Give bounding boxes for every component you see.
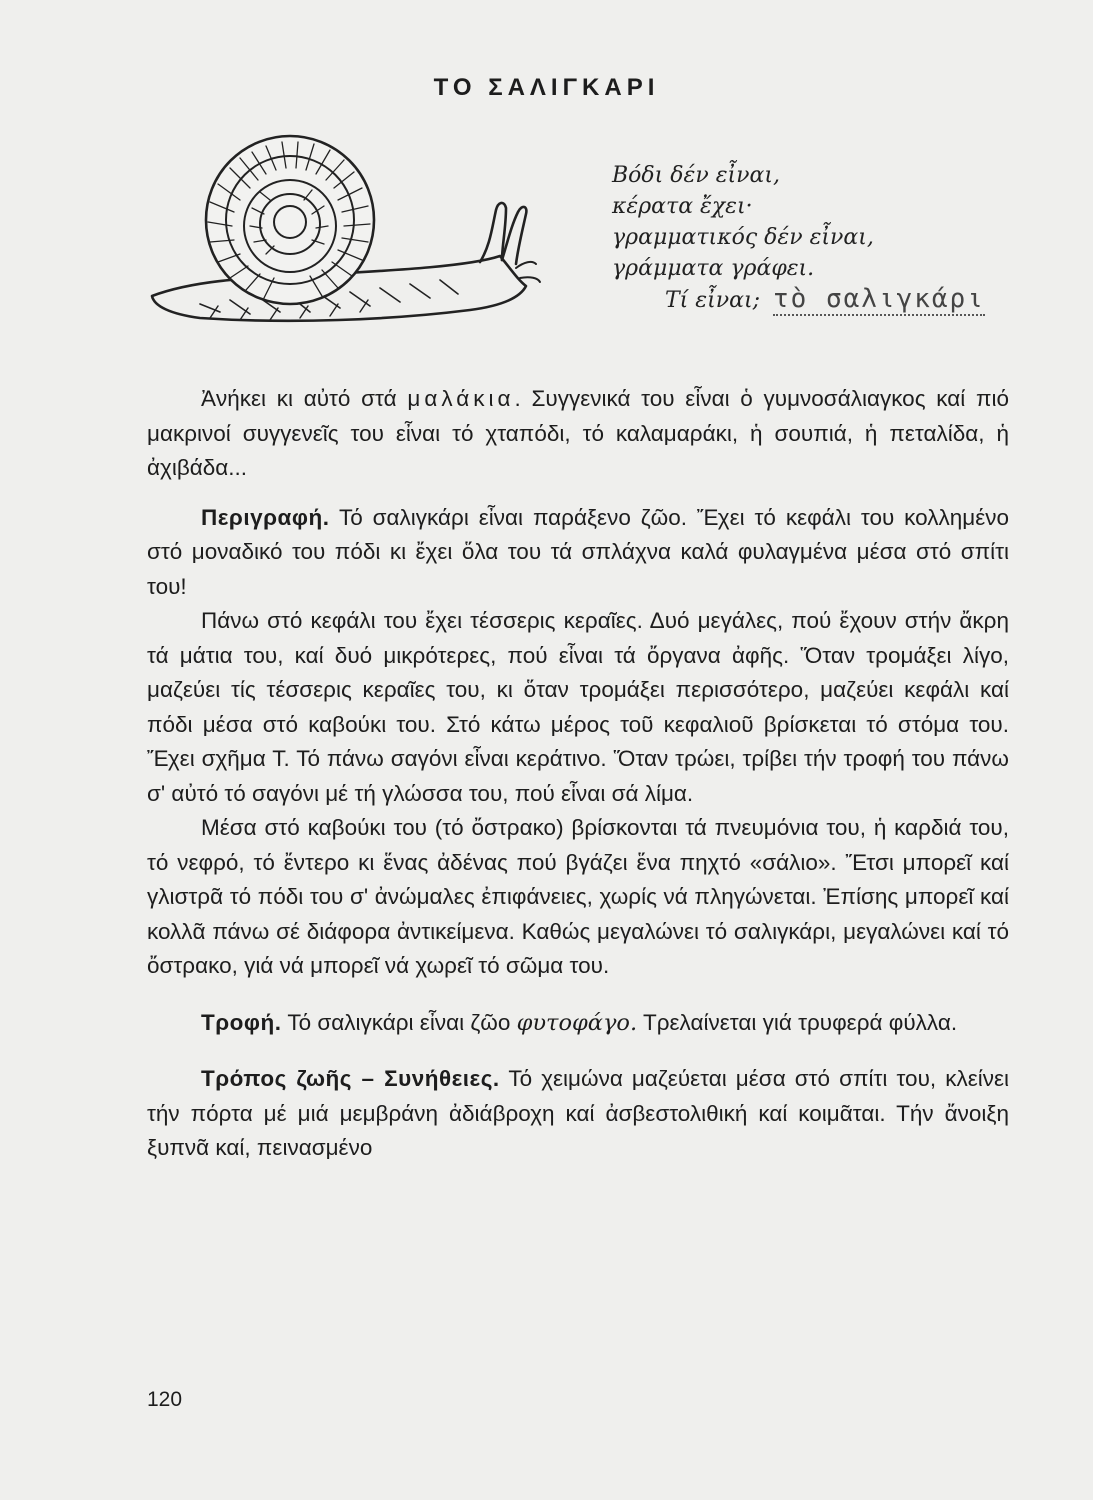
spaced-term: μαλάκια — [407, 386, 515, 411]
paragraph-text: Τρελαίνεται γιά τρυφερά φύλλα. — [637, 1009, 958, 1035]
body-text — [147, 382, 1009, 1166]
riddle-line: Βόδι δέν εἶναι, — [612, 163, 780, 188]
handwritten-answer: τὸ σαλιγκάρι — [773, 284, 985, 314]
paragraph-antennae: Πάνω στό κεφάλι του ἔχει τέσσερις κεραῖες. Δυό μεγάλες, πού ἔχουν στήν ἄκρη τά μάτια του, καί δυό μικρότερες, πού εἶναι τά ὄργανα ἀφῆς. Ὅταν τρομάξει λίγο, μαζεύει τίς τέσσερις κεραῖες του, κι ὅταν τρομάξει περισσότερο, μαζεύει κεφάλι καί πόδι μέσα στό καβούκι του. Στό κάτω μέρος τοῦ κεφαλιοῦ βρίσκεται τό στόμα του. Ἔχει σχῆμα Τ. Τό πάνω σαγόνι εἶναι κεράτινο. Ὅταν τρώει, τρίβει τήν τροφή του πάνω σ' αὐτό τό σαγόνι μέ τή γλώσσα του, πού εἶναι σά λίμα. — [147, 608, 1009, 806]
section-heading: Τρόπος ζωῆς – Συνήθειες. — [201, 1066, 500, 1091]
paragraph-habits — [147, 1062, 1009, 1166]
page-number: 120 — [147, 1388, 183, 1411]
riddle — [612, 160, 985, 316]
page-title: ΤΟ ΣΑΛΙΓΚΑΡΙ — [433, 74, 660, 101]
paragraph-description — [147, 501, 1009, 605]
section-heading: Τροφή. — [201, 1009, 282, 1035]
paragraph-text: . Συγγενικά του εἶναι ὁ γυμνοσάλιαγκος καί πιό μακρινοί συγγενεῖς του εἶναι τό χταπόδι, τό καλαμαράκι, ἡ σουπιά, ἡ πεταλίδα, ἡ ἀχιβάδα... — [147, 386, 1009, 480]
riddle-question: Τί εἶναι; — [665, 288, 760, 313]
riddle-line: κέρατα ἔχει· — [612, 194, 753, 219]
riddle-line: γραμματικός δέν εἶναι, — [612, 225, 874, 250]
snail-illustration — [140, 128, 550, 358]
emphasis-term: φυτοφάγο. — [516, 1009, 638, 1036]
paragraph-food — [147, 1006, 1009, 1041]
section-heading: Περιγραφή. — [201, 504, 330, 530]
paragraph-text: Τό σαλιγκάρι εἶναι ζῶο — [281, 1009, 517, 1035]
paragraph-text: Τό χειμώνα μαζεύεται μέσα στό σπίτι του, κλείνει τήν πόρτα μέ μιά μεμβράνη ἀδιάβροχη καί ἀσβεστολιθική καί κοιμᾶται. Τήν ἄνοιξη ξυπνᾶ καί, πεινασμένο — [147, 1066, 1010, 1160]
riddle-question-line — [612, 284, 985, 316]
paragraph-text: Ἀνήκει κι αὐτό στά — [201, 386, 408, 411]
riddle-line: γράμματα γράφει. — [612, 256, 815, 281]
paragraph-intro — [147, 382, 1009, 486]
paragraph-shell: Μέσα στό καβούκι του (τό ὄστρακο) βρίσκονται τά πνευμόνια του, ἡ καρδιά του, τό νεφρό, τό ἔντερο κι ἕνας ἀδένας πού βγάζει ἕνα πηχτό «σάλιο». Ἔτσι μπορεῖ καί γλιστρᾶ τό πόδι του σ' ἀνώμαλες ἐπιφάνειες, χωρίς νά πληγώνεται. Ἐπίσης μπορεῖ καί κολλᾶ πάνω σέ διάφορα ἀντικείμενα. Καθώς μεγαλώνει τό σαλιγκάρι, μεγαλώνει καί τό ὄστρακο, γιά νά μπορεῖ νά χωρεῖ τό σῶμα του. — [147, 815, 1009, 978]
paragraph-text: Τό σαλιγκάρι εἶναι παράξενο ζῶο. Ἔχει τό κεφάλι του κολλημένο στό μοναδικό του πόδι κι ἔχει ὅλα του τά σπλάχνα καλά φυλαγμένα μέσα στό σπίτι του! — [147, 504, 1009, 599]
